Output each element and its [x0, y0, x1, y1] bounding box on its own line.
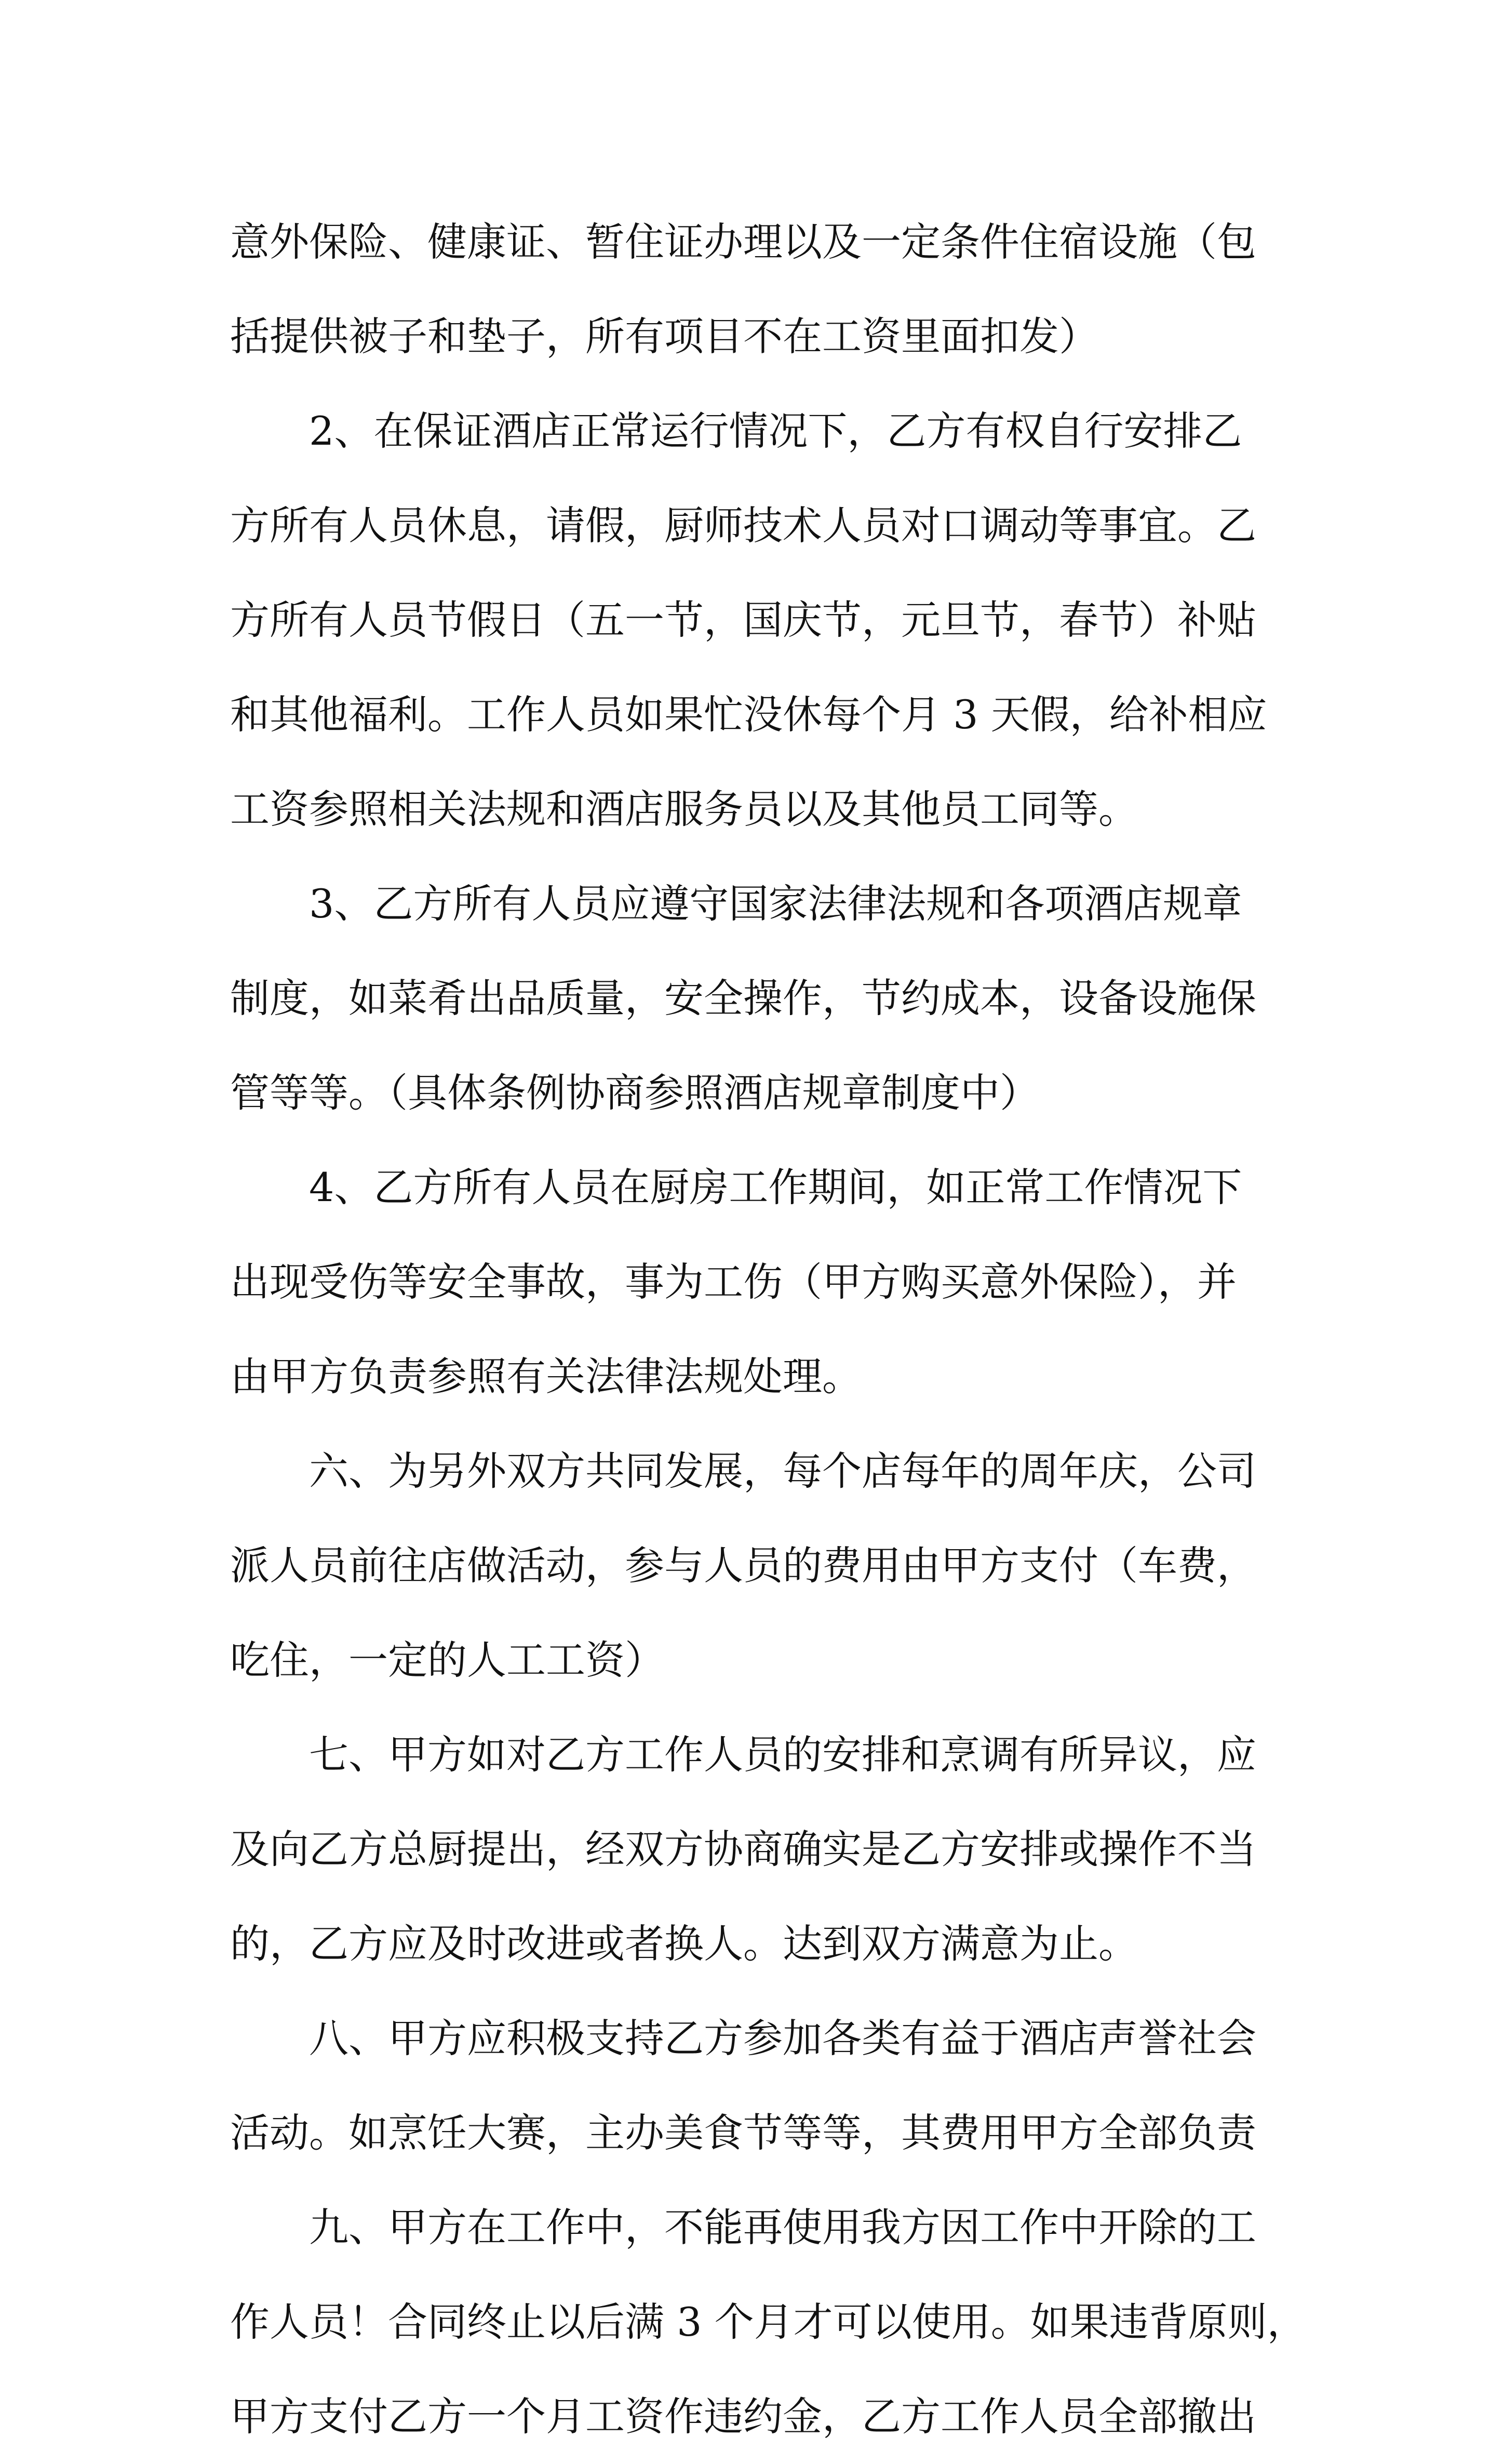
document-body [230, 195, 1307, 2464]
section-nine-start: 九、甲方在工作中，不能再使用我方因工作中开除的工 [309, 2204, 1256, 2250]
section-six-start: 六、为另外双方共同发展，每个店每年的周年庆，公司 [309, 1448, 1256, 1494]
text-line: 和其他福利。工作人员如果忙没休每个月 3 天假，给补相应 [230, 691, 1267, 738]
text-line: 甲方支付乙方一个月工资作违约金，乙方工作人员全部撤出 [230, 2393, 1256, 2440]
text-line: 由甲方负责参照有关法律法规处理。 [230, 1353, 862, 1400]
text-line: 制度，如菜肴出品质量，安全操作，节约成本，设备设施保 [230, 975, 1256, 1021]
text-line: 方所有人员休息，请假，厨师技术人员对口调动等事宜。乙 [230, 502, 1256, 549]
text-line: 的，乙方应及时改进或者换人。达到双方满意为止。 [230, 1921, 1138, 1967]
section-eight-start: 八、甲方应积极支持乙方参加各类有益于酒店声誉社会 [309, 2015, 1256, 2061]
text-line: 出现受伤等安全事故，事为工伤（甲方购买意外保险），并 [230, 1259, 1237, 1305]
text-line: 及向乙方总厨提出，经双方协商确实是乙方安排或操作不当 [230, 1826, 1256, 1872]
paragraph-2-start: 2、在保证酒店正常运行情况下，乙方有权自行安排乙 [309, 408, 1242, 454]
text-line: 活动。如烹饪大赛，主办美食节等等，其费用甲方全部负责 [230, 2110, 1256, 2156]
text-line: 方所有人员节假日（五一节，国庆节，元旦节，春节）补贴 [230, 597, 1256, 643]
text-line: 意外保险、健康证、暂住证办理以及一定条件住宿设施（包 [230, 219, 1256, 265]
section-seven-start: 七、甲方如对乙方工作人员的安排和烹调有所异议，应 [309, 1732, 1256, 1778]
paragraph-4-start: 4、乙方所有人员在厨房工作期间，如正常工作情况下 [309, 1164, 1242, 1210]
paragraph-3-start: 3、乙方所有人员应遵守国家法律法规和各项酒店规章 [309, 881, 1242, 927]
text-line: 工资参照相关法规和酒店服务员以及其他员工同等。 [230, 786, 1138, 832]
text-line: 派人员前往店做活动，参与人员的费用由甲方支付（车费， [230, 1542, 1256, 1589]
text-line: 括提供被子和垫子，所有项目不在工资里面扣发） [230, 313, 1098, 359]
text-line: 作人员！合同终止以后满 3 个月才可以使用。如果违背原则， [230, 2299, 1307, 2345]
text-line: 吃住，一定的人工工资） [230, 1637, 664, 1683]
text-line: 管等等。（具体条例协商参照酒店规章制度中） [230, 1070, 1039, 1116]
